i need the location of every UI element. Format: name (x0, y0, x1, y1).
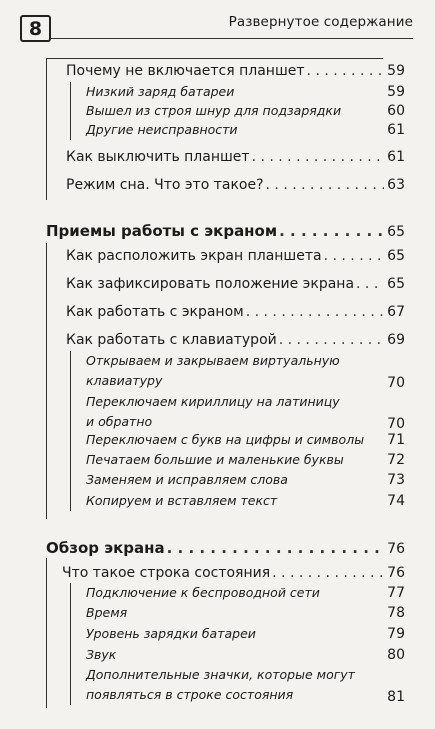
toc-entry[interactable]: Режим сна. Что это такое? . . . 63 (66, 177, 405, 193)
block-bracket (46, 58, 47, 200)
toc-subentry[interactable]: Переключаем кириллицу на латиницу и обратно 70 (86, 394, 405, 432)
toc-entry[interactable]: Как зафиксировать положение экрана . . . 65 (66, 276, 405, 292)
toc-subentry[interactable]: Уровень зарядки батареи 79 (86, 626, 405, 642)
running-header-title: Развернутое содержание (228, 14, 413, 30)
toc-subentry[interactable]: Низкий заряд батареи 59 (86, 84, 405, 100)
sub-bracket (70, 583, 71, 705)
sub-bracket (70, 82, 71, 140)
toc-section[interactable]: Приемы работы с экраном . . . 65 (46, 222, 405, 240)
toc-subentry[interactable]: Время 78 (86, 605, 405, 621)
block-bracket (46, 558, 47, 708)
toc-entry[interactable]: Почему не включается планшет . . . 59 (66, 63, 405, 79)
toc-section[interactable]: Обзор экрана . . . 76 (46, 539, 405, 557)
toc-subentry[interactable]: Открываем и закрываем виртуальную клавиатуру 70 (86, 353, 405, 391)
toc-entry[interactable]: Как расположить экран планшета . . . 65 (66, 248, 405, 264)
toc-entry[interactable]: Как выключить планшет . . . 61 (66, 149, 405, 165)
toc-subentry[interactable]: Другие неисправности 61 (86, 122, 405, 138)
block-top-rule (46, 58, 383, 59)
toc-subentry[interactable]: Копируем и вставляем текст 74 (86, 493, 405, 509)
toc-subentry[interactable]: Заменяем и исправляем слова 73 (86, 472, 405, 488)
toc-subentry[interactable]: Вышел из строя шнур для подзарядки 60 (86, 103, 405, 119)
toc-subentry[interactable]: Печатаем большие и маленькие буквы 72 (86, 452, 405, 468)
sub-bracket (70, 351, 71, 511)
toc-subentry[interactable]: Переключаем с букв на цифры и символы 71 (86, 432, 405, 448)
toc-entry[interactable]: Как работать с клавиатурой . . . 69 (66, 332, 405, 348)
toc-entry[interactable]: Что такое строка состояния . . . 76 (62, 565, 405, 581)
toc-subentry[interactable]: Подключение к беспроводной сети 77 (86, 585, 405, 601)
toc-subentry[interactable]: Звук 80 (86, 647, 405, 663)
toc-entry[interactable]: Как работать с экраном . . . 67 (66, 304, 405, 320)
toc-subentry[interactable]: Дополнительные значки, которые могут появляться в строке состояния 81 (86, 667, 405, 705)
block-bracket (46, 243, 47, 519)
page-number: 8 (20, 15, 51, 42)
